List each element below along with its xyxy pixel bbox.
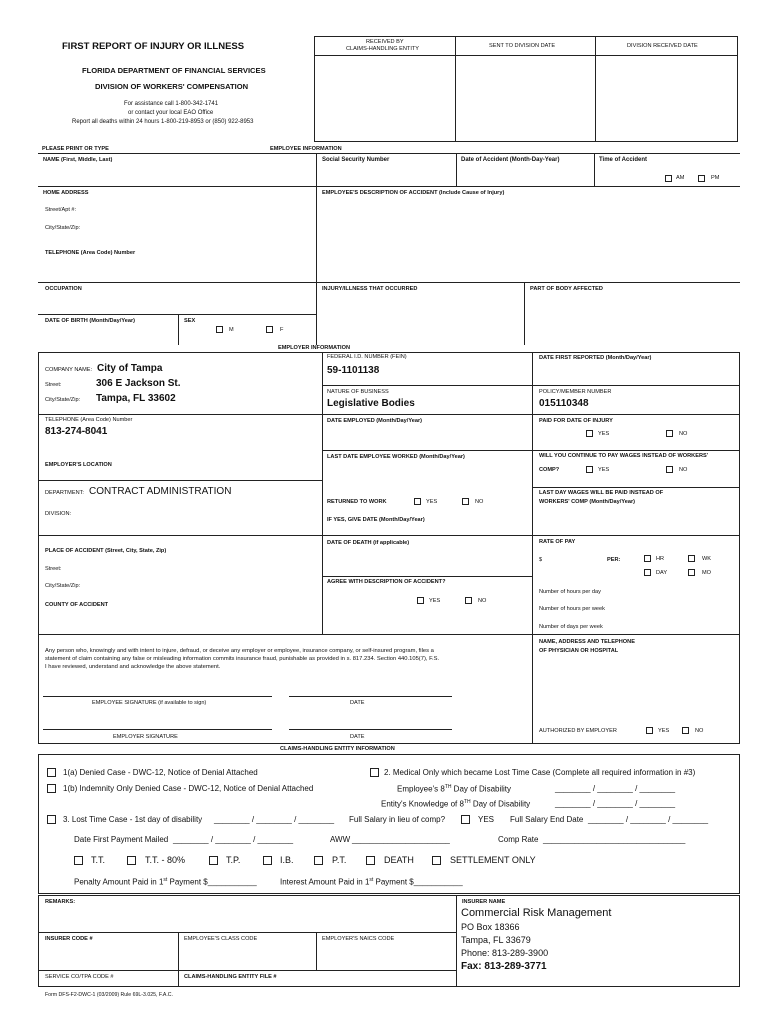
employer-phone-value[interactable]: 813-274-8041	[45, 426, 108, 437]
employee-date-label: DATE	[350, 700, 365, 706]
last-day-paid-label-1: LAST DAY WAGES WILL BE PAID INSTEAD OF	[539, 490, 664, 496]
per-hr-checkbox[interactable]	[644, 555, 651, 562]
rate-of-pay-label: RATE OF PAY	[539, 539, 576, 545]
entity-knowledge-label: Entity's Knowledge of 8TH Day of Disability	[381, 799, 531, 809]
divider	[178, 314, 179, 345]
divider	[456, 153, 457, 186]
divider	[322, 385, 740, 386]
death-checkbox[interactable]	[366, 856, 375, 865]
interest-label: Interest Amount Paid in 1st Payment $___________	[280, 877, 463, 887]
assist-line-1: For assistance call 1-800-342-1741	[124, 101, 219, 107]
divider	[456, 895, 457, 987]
medical-only-label: 2. Medical Only which became Lost Time Case (Complete all required information in #3)	[384, 768, 696, 777]
days-per-week-label: Number of days per week	[539, 624, 603, 630]
full-salary-yes-label: YES	[478, 815, 495, 824]
dob-label: DATE OF BIRTH (Month/Day/Year)	[45, 318, 136, 324]
divider	[455, 36, 456, 142]
employer-signature-line[interactable]	[43, 729, 272, 730]
insurer-name-value[interactable]: Commercial Risk Management	[461, 907, 612, 919]
returned-yes-label: YES	[426, 499, 438, 505]
divider	[532, 487, 740, 488]
denied-case-label: 1(a) Denied Case - DWC-12, Notice of Denial Attached	[63, 768, 258, 777]
employee-signature-line[interactable]	[43, 696, 272, 697]
employee-date-line[interactable]	[289, 696, 452, 697]
fraud-statement-2: statement of claim containing any false or misleading information commits insurance fraud, punishable as provided in s. 817.234. Section 440.105(7), F.S.	[45, 656, 440, 662]
divider	[532, 352, 533, 744]
division-received-label: DIVISION RECEIVED DATE	[627, 43, 698, 49]
physician-label-2: OF PHYSICIAN OR HOSPITAL	[539, 648, 619, 654]
authorized-no-checkbox[interactable]	[682, 727, 689, 734]
returned-yes-checkbox[interactable]	[414, 498, 421, 505]
time-label: Time of Accident	[599, 157, 648, 163]
last-day-paid-label-2: WORKERS' COMP (Month/Day/Year)	[539, 499, 636, 505]
authorized-by-employer-label: AUTHORIZED BY EMPLOYER	[539, 728, 617, 734]
occupation-label: OCCUPATION	[45, 286, 82, 292]
nature-label: NATURE OF BUSINESS	[327, 389, 389, 395]
telephone-label: TELEPHONE (Area Code) Number	[45, 250, 136, 256]
department-label: DEPARTMENT:	[45, 490, 84, 496]
divider	[38, 535, 740, 536]
aww-label: AWW	[330, 835, 351, 844]
divider	[38, 414, 740, 415]
comp-rate-blank[interactable]: ________________________________	[543, 835, 686, 844]
place-of-accident-label: PLACE OF ACCIDENT (Street, City, State, Zip)	[45, 548, 167, 554]
street-apt-label: Street/Apt #:	[45, 207, 77, 213]
eighth-day-label: Employee's 8TH Day of Disability	[397, 784, 512, 794]
first-payment-blank[interactable]: ________ / ________ / ________	[173, 835, 294, 844]
nature-value[interactable]: Legislative Bodies	[327, 398, 415, 409]
continue-pay-comp-label: COMP?	[539, 467, 560, 473]
first-payment-label: Date First Payment Mailed	[74, 835, 169, 844]
sex-label: SEX	[184, 318, 196, 324]
full-salary-label: Full Salary in lieu of comp?	[349, 815, 446, 824]
authorized-yes-checkbox[interactable]	[646, 727, 653, 734]
fraud-statement-1: Any person who, knowingly and with intent to injure, defraud, or deceive any employer or employee, insurance company, or self-insured program, files a	[45, 648, 434, 654]
per-wk-checkbox[interactable]	[688, 555, 695, 562]
class-code-label: EMPLOYEE'S CLASS CODE	[184, 936, 258, 942]
denied-case-checkbox[interactable]	[47, 768, 56, 777]
divider	[314, 55, 738, 56]
fein-label: FEDERAL I.D. NUMBER (FEIN)	[327, 354, 407, 360]
hours-per-week-label: Number of hours per week	[539, 606, 605, 612]
accident-city-label: City/State/Zip:	[45, 583, 81, 589]
assist-line-2: or contact your local EAO Office	[128, 110, 214, 116]
eighth-day-date-blank[interactable]: ________ / ________ / ________	[555, 784, 676, 793]
rate-dollar: $	[539, 557, 543, 563]
employer-city-label: City/State/Zip:	[45, 397, 81, 403]
entity-knowledge-date-blank[interactable]: ________ / ________ / ________	[555, 799, 676, 808]
naics-code-label: EMPLOYER'S NAICS CODE	[322, 936, 395, 942]
continue-pay-label: WILL YOU CONTINUE TO PAY WAGES INSTEAD OF WORKERS'	[539, 453, 709, 459]
insurer-phone: Phone: 813-289-3900	[461, 948, 549, 958]
fraud-statement-3: I have reviewed, understand and acknowledge the above statement.	[45, 664, 221, 670]
tp-label: T.P.	[226, 855, 241, 865]
full-salary-end-label: Full Salary End Date	[510, 815, 584, 824]
tt-label: T.T.	[91, 855, 106, 865]
divider	[316, 932, 317, 970]
accident-description-label: EMPLOYEE'S DESCRIPTION OF ACCIDENT (Include Cause of Injury)	[322, 190, 505, 196]
divider	[38, 932, 456, 933]
divider	[316, 153, 317, 345]
am-label: AM	[676, 175, 685, 181]
employer-signature-label: EMPLOYER SIGNATURE	[113, 734, 178, 740]
settlement-checkbox[interactable]	[432, 856, 441, 865]
division-label: DIVISION:	[45, 511, 72, 517]
penalty-label: Penalty Amount Paid in 1st Payment $___________	[74, 877, 257, 887]
returned-no-checkbox[interactable]	[462, 498, 469, 505]
agree-no-checkbox[interactable]	[465, 597, 472, 604]
am-checkbox[interactable]	[665, 175, 672, 182]
pt-label: P.T.	[332, 855, 347, 865]
divider	[524, 282, 525, 345]
agree-yes-checkbox[interactable]	[417, 597, 424, 604]
divider	[38, 282, 740, 283]
insurer-fax: Fax: 813-289-3771	[461, 961, 547, 972]
date-of-death-label: DATE OF DEATH (if applicable)	[327, 540, 410, 546]
paid-yes-label: YES	[598, 431, 610, 437]
continue-pay-no-checkbox[interactable]	[666, 466, 673, 473]
divider	[38, 314, 316, 315]
form-title: FIRST REPORT OF INJURY OR ILLNESS	[62, 41, 245, 52]
policy-label: POLICY/MEMBER NUMBER	[539, 389, 612, 395]
county-label: COUNTY OF ACCIDENT	[45, 602, 109, 608]
indemnity-denied-checkbox[interactable]	[47, 784, 56, 793]
tp-checkbox[interactable]	[209, 856, 218, 865]
lost-time-date-blank[interactable]: ________ / ________ / ________	[214, 815, 335, 824]
employer-section-title: EMPLOYER INFORMATION	[278, 345, 350, 351]
agree-no-label: NO	[478, 598, 487, 604]
employer-phone-label: TELEPHONE (Area Code) Number	[45, 417, 133, 423]
divider	[38, 634, 740, 635]
print-or-type: PLEASE PRINT OR TYPE	[42, 146, 109, 152]
assist-line-3: Report all deaths within 24 hours 1-800-219-8953 or (850) 922-8953	[72, 119, 254, 125]
employer-street-label: Street:	[45, 382, 62, 388]
received-by-label: RECEIVED BY	[366, 39, 404, 45]
insurer-name-label: INSURER NAME	[462, 899, 506, 905]
company-name-label: COMPANY NAME:	[45, 367, 93, 373]
ib-checkbox[interactable]	[263, 856, 272, 865]
divider	[322, 450, 740, 451]
divider	[322, 352, 323, 634]
home-address-label: HOME ADDRESS	[43, 190, 89, 196]
body-part-label: PART OF BODY AFFECTED	[530, 286, 603, 292]
lost-time-checkbox[interactable]	[47, 815, 56, 824]
fein-value[interactable]: 59-1101138	[327, 365, 380, 376]
employer-city-value[interactable]: Tampa, FL 33602	[96, 393, 176, 404]
lost-time-label: 3. Lost Time Case - 1st day of disability	[63, 815, 203, 824]
per-wk-label: WK	[702, 556, 712, 562]
sex-m-checkbox[interactable]	[216, 326, 223, 333]
sex-f-label: F	[280, 327, 284, 333]
comp-rate-label: Comp Rate	[498, 835, 539, 844]
aww-blank[interactable]: ______________________	[352, 835, 450, 844]
department-value[interactable]: CONTRACT ADMINISTRATION	[89, 486, 232, 497]
death-label: DEATH	[384, 855, 414, 865]
claims-section-title: CLAIMS-HANDLING ENTITY INFORMATION	[280, 746, 395, 752]
remarks-label: REMARKS:	[45, 899, 76, 905]
sex-m-label: M	[229, 327, 234, 333]
doa-label: Date of Accident (Month-Day-Year)	[461, 157, 560, 163]
per-day-label: DAY	[656, 570, 668, 576]
per-mo-checkbox[interactable]	[688, 569, 695, 576]
insurer-code-label: INSURER CODE #	[45, 936, 93, 942]
divider	[178, 932, 179, 970]
returned-no-label: NO	[475, 499, 484, 505]
employer-date-label: DATE	[350, 734, 365, 740]
pt-checkbox[interactable]	[314, 856, 323, 865]
pm-label: PM	[711, 175, 720, 181]
per-hr-label: HR	[656, 556, 665, 562]
date-employed-label: DATE EMPLOYED (Month/Day/Year)	[327, 418, 423, 424]
full-salary-end-blank[interactable]: ________ / ________ / ________	[588, 815, 709, 824]
hours-per-day-label: Number of hours per day	[539, 589, 601, 595]
continue-pay-no-label: NO	[679, 467, 688, 473]
service-code-label: SERVICE CO/TPA CODE #	[45, 974, 114, 980]
continue-pay-yes-label: YES	[598, 467, 610, 473]
divider	[322, 576, 532, 577]
injury-label: INJURY/ILLNESS THAT OCCURRED	[322, 286, 418, 292]
per-day-checkbox[interactable]	[644, 569, 651, 576]
sex-f-checkbox[interactable]	[266, 326, 273, 333]
ib-label: I.B.	[280, 855, 294, 865]
divider	[178, 970, 179, 987]
paid-yes-checkbox[interactable]	[586, 430, 593, 437]
division-title: DIVISION OF WORKERS' COMPENSATION	[95, 82, 249, 91]
sent-to-division-label: SENT TO DIVISION DATE	[489, 43, 556, 49]
divider	[38, 970, 456, 971]
name-label: NAME (First, Middle, Last)	[43, 157, 113, 163]
employee-signature-label: EMPLOYEE SIGNATURE (if available to sign)	[92, 700, 207, 706]
employer-date-line[interactable]	[289, 729, 452, 730]
paid-no-label: NO	[679, 431, 688, 437]
city-state-zip-label: City/State/Zip:	[45, 225, 81, 231]
pm-checkbox[interactable]	[698, 175, 705, 182]
paid-no-checkbox[interactable]	[666, 430, 673, 437]
authorized-yes-label: YES	[658, 728, 670, 734]
divider	[38, 480, 322, 481]
divider	[38, 153, 740, 154]
continue-pay-yes-checkbox[interactable]	[586, 466, 593, 473]
insurer-po-box: PO Box 18366	[461, 922, 520, 932]
tt-checkbox[interactable]	[74, 856, 83, 865]
claims-entity-label: CLAIMS-HANDLING ENTITY	[346, 46, 420, 52]
accident-street-label: Street:	[45, 566, 62, 572]
authorized-no-label: NO	[695, 728, 704, 734]
form-number: Form DFS-F2-DWC-1 (03/2009) Rule 69L-3.025, F.A.C.	[45, 992, 173, 998]
tt80-label: T.T. - 80%	[145, 855, 186, 865]
if-yes-date-label: IF YES, GIVE DATE (Month/Day/Year)	[327, 517, 425, 523]
physician-label-1: NAME, ADDRESS AND TELEPHONE	[539, 639, 635, 645]
paid-date-of-injury-label: PAID FOR DATE OF INJURY	[539, 418, 613, 424]
returned-to-work-label: RETURNED TO WORK	[327, 499, 387, 505]
employer-location-label: EMPLOYER'S LOCATION	[45, 462, 112, 468]
agree-label: AGREE WITH DESCRIPTION OF ACCIDENT?	[327, 579, 446, 585]
first-reported-label: DATE FIRST REPORTED (Month/Day/Year)	[539, 355, 652, 361]
divider	[595, 36, 596, 142]
divider	[38, 186, 740, 187]
tt80-checkbox[interactable]	[127, 856, 136, 865]
indemnity-denied-label: 1(b) Indemnity Only Denied Case - DWC-12, Notice of Denial Attached	[63, 784, 314, 793]
company-name-value[interactable]: City of Tampa	[97, 363, 163, 374]
divider	[594, 153, 595, 186]
per-label: PER:	[607, 557, 621, 563]
department-title: FLORIDA DEPARTMENT OF FINANCIAL SERVICES	[82, 66, 266, 75]
agree-yes-label: YES	[429, 598, 441, 604]
insurer-city: Tampa, FL 33679	[461, 935, 531, 945]
ssn-label: Social Security Number	[322, 157, 390, 163]
file-number-label: CLAIMS-HANDLING ENTITY FILE #	[184, 974, 277, 980]
settlement-label: SETTLEMENT ONLY	[450, 855, 536, 865]
last-date-worked-label: LAST DATE EMPLOYEE WORKED (Month/Day/Year)	[327, 454, 465, 460]
full-salary-yes-checkbox[interactable]	[461, 815, 470, 824]
employer-street-value[interactable]: 306 E Jackson St.	[96, 378, 181, 389]
per-mo-label: MO	[702, 570, 712, 576]
medical-only-checkbox[interactable]	[370, 768, 379, 777]
policy-value[interactable]: 015110348	[539, 398, 589, 409]
employee-section-title: EMPLOYEE INFORMATION	[270, 146, 342, 152]
